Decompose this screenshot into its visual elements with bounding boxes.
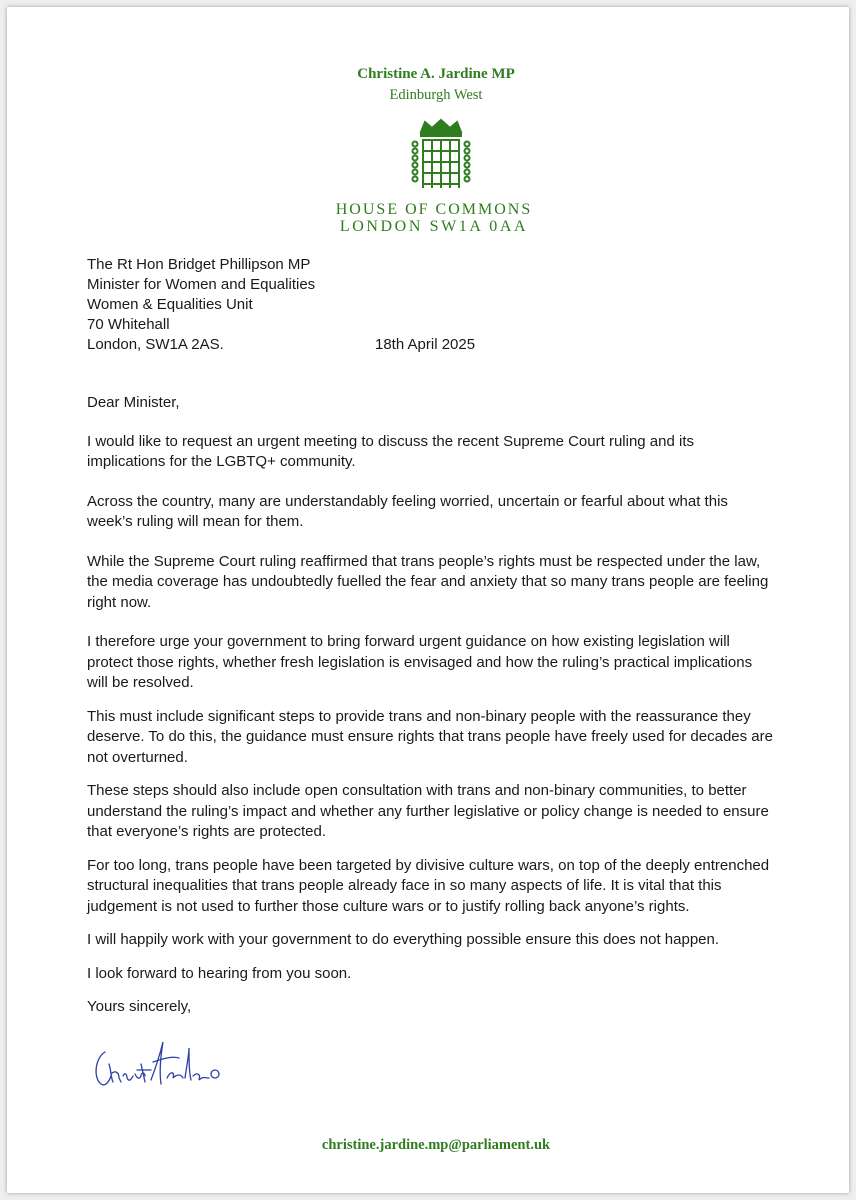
paragraph-line: week’s ruling will mean for them. <box>87 513 304 530</box>
paragraph-line: Across the country, many are understandably feeling worried, uncertain or fearful about what this <box>87 492 728 510</box>
paragraph-line: deserve. To do this, the guidance must ensure rights that trans people have freely used for decades are <box>87 728 773 745</box>
letter-body <box>87 393 807 1018</box>
email-address[interactable]: christine.jardine.mp@parliament.uk <box>321 1137 551 1153</box>
paragraph-line: protect those rights, whether fresh legislation is envisaged and how the ruling’s practical implications <box>87 653 753 671</box>
paragraph-line: that everyone’s rights are protected. <box>87 823 327 840</box>
paragraph-line: not overturned. <box>87 748 188 766</box>
paragraph <box>87 552 807 614</box>
paragraph <box>87 492 807 533</box>
paragraph-line: I therefore urge your government to bring forward urgent guidance on how existing legislation will <box>87 633 730 650</box>
address-line: London, SW1A 2AS. <box>87 336 224 353</box>
paragraph-line: the media coverage has undoubtedly fuelled the fear and anxiety that so many trans people are feeling <box>87 573 769 590</box>
address-line: Women & Equalities Unit <box>87 296 253 313</box>
address-line: The Rt Hon Bridget Phillipson MP <box>87 256 311 273</box>
paragraph-line: This must include significant steps to provide trans and non-binary people with the reassurance they <box>87 707 751 725</box>
portcullis-crest-icon <box>407 118 475 194</box>
paragraph <box>87 632 807 694</box>
mp-name: Christine A. Jardine MP <box>357 66 515 82</box>
paragraph <box>87 856 807 918</box>
house-address: LONDON SW1A 0AA <box>339 218 529 235</box>
paragraph-line: While the Supreme Court ruling reaffirmed that trans people’s rights must be respected under the law, <box>87 552 761 570</box>
paragraph-line: will be resolved. <box>87 674 194 691</box>
address-line: Minister for Women and Equalities <box>87 276 316 293</box>
paragraph-line: These steps should also include open consultation with trans and non-binary communities, to better <box>87 782 747 799</box>
paragraph <box>87 964 807 985</box>
address-line: 70 Whitehall <box>87 316 170 333</box>
signature-image <box>91 1034 225 1094</box>
paragraph-line: I will happily work with your government to do everything possible ensure this does not happen. <box>87 931 720 948</box>
paragraph <box>87 781 807 843</box>
salutation: Dear Minister, <box>87 394 180 411</box>
closing: Yours sincerely, <box>87 998 192 1015</box>
paragraph-line: structural inequalities that trans people already face in so many aspects of life. It is vital that this <box>87 877 722 894</box>
paragraph-line: understand the ruling’s impact and whether any further legislative or policy change is needed to ensure <box>87 802 769 820</box>
paragraph-line: right now. <box>87 593 152 611</box>
paragraph <box>87 930 807 951</box>
house-of-commons: HOUSE OF COMMONS <box>335 201 533 218</box>
paragraph <box>87 432 807 473</box>
letter-date: 18th April 2025 <box>375 336 476 353</box>
paragraph-line: judgement is not used to further those culture wars or to justify rolling back anyone’s rights. <box>87 897 690 915</box>
letter-page <box>7 7 849 1193</box>
paragraph-line: implications for the LGBTQ+ community. <box>87 453 356 470</box>
constituency: Edinburgh West <box>389 87 483 103</box>
paragraph-line: I look forward to hearing from you soon. <box>87 964 352 982</box>
recipient-address <box>87 255 315 355</box>
paragraph-line: For too long, trans people have been targeted by divisive culture wars, on top of the deeply entrenched <box>87 856 770 874</box>
paragraph-line: I would like to request an urgent meeting to discuss the recent Supreme Court ruling and its <box>87 432 694 450</box>
paragraph <box>87 707 807 769</box>
